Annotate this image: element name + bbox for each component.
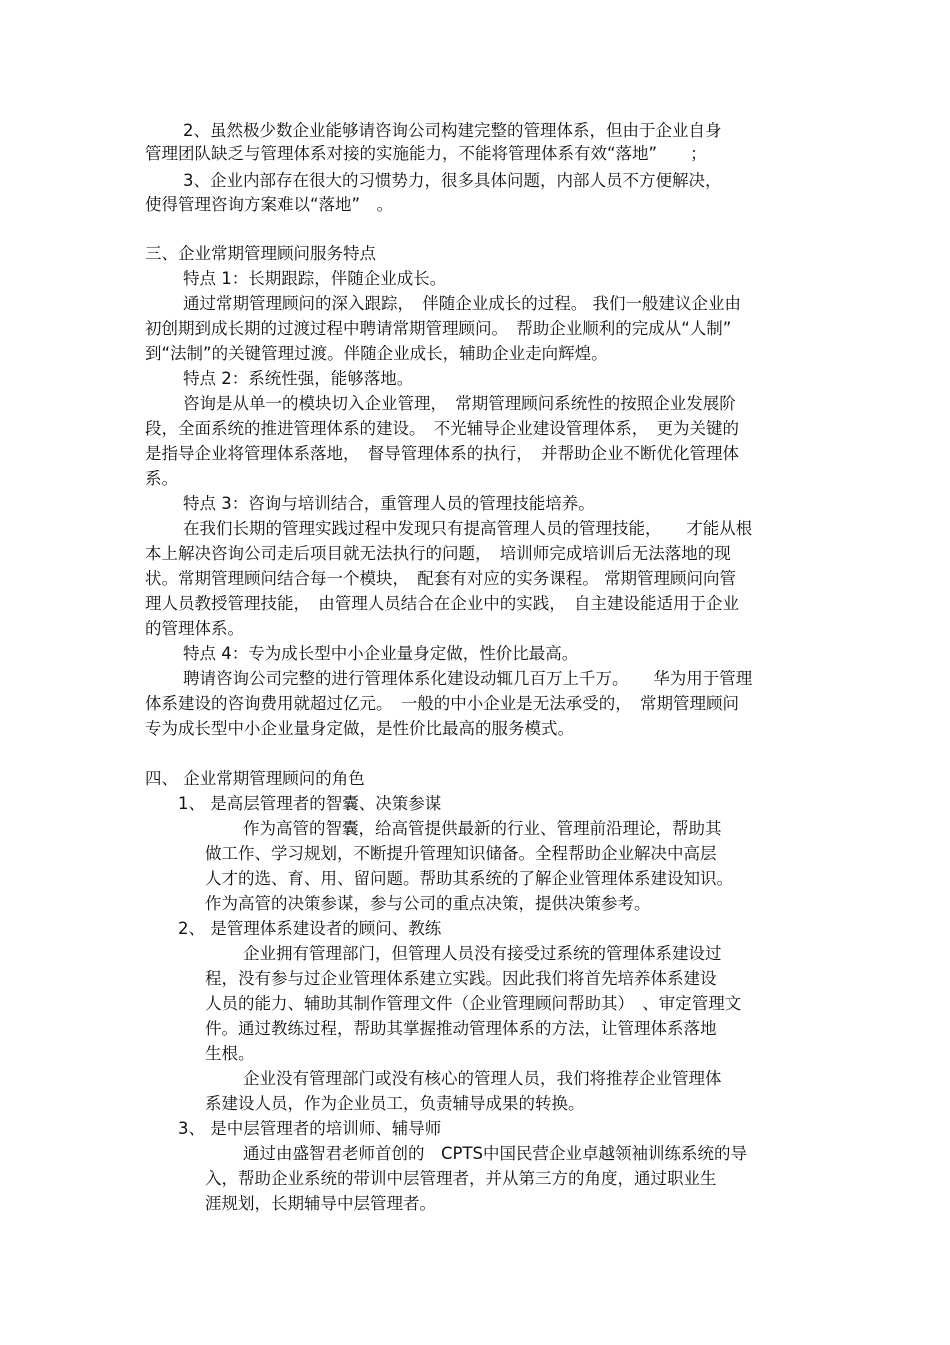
text-line: 体系建设的咨询费用就超过亿元。 一般的中小企业是无法承受的， 常期管理顾问 [145, 694, 739, 713]
role-heading: 2、 是管理体系建设者的顾问、教练 [178, 919, 442, 938]
text-line: 专为成长型中小企业量身定做，是性价比最高的服务模式。 [145, 719, 574, 738]
text-line: 程，没有参与过企业管理体系建立实践。因此我们将首先培养体系建设 [205, 969, 717, 988]
text-line: 人才的选、育、用、留问题。帮助其系统的了解企业管理体系建设知识。 [205, 869, 733, 888]
section-heading: 三、企业常期管理顾问服务特点 [145, 244, 376, 263]
feature-heading: 特点 1：长期跟踪，伴随企业成长。 [183, 269, 447, 288]
text-line: 人员的能力、辅助其制作管理文件（企业管理顾问帮助其） 、审定管理文 [205, 994, 742, 1013]
feature-heading: 特点 2：系统性强，能够落地。 [183, 369, 414, 388]
text-line: 系。 [145, 469, 178, 488]
text-line: 通过常期管理顾问的深入跟踪， 伴随企业成长的过程。 我们一般建议企业由 [183, 294, 741, 313]
text-line: 作为高管的智囊，给高管提供最新的行业、管理前沿理论，帮助其 [243, 819, 722, 838]
text-line: 管理团队缺乏与管理体系对接的实施能力，不能将管理体系有效“落地” ； [145, 144, 707, 163]
text-line: 企业没有管理部门或没有核心的管理人员，我们将推荐企业管理体 [243, 1069, 722, 1088]
text-line: 涯规划，长期辅导中层管理者。 [205, 1194, 436, 1213]
feature-heading: 特点 3：咨询与培训结合，重管理人员的管理技能培养。 [183, 494, 595, 513]
text-line: 段，全面系统的推进管理体系的建设。 不光辅导企业建设管理体系， 更为关键的 [145, 419, 739, 438]
text-line: 2、虽然极少数企业能够请咨询公司构建完整的管理体系，但由于企业自身 [183, 121, 722, 140]
text-line: 在我们长期的管理实践过程中发现只有提高管理人员的管理技能， 才能从根 [183, 519, 753, 538]
text-line: 入，帮助企业系统的带训中层管理者，并从第三方的角度，通过职业生 [205, 1169, 717, 1188]
text-line: 作为高管的决策参谋，参与公司的重点决策，提供决策参考。 [205, 894, 651, 913]
text-line: 本上解决咨询公司走后项目就无法执行的问题， 培训师完成培训后无法落地的现 [145, 544, 731, 563]
feature-heading: 特点 4：专为成长型中小企业量身定做，性价比最高。 [183, 644, 579, 663]
text-line: 系建设人员，作为企业员工，负责辅导成果的转换。 [205, 1094, 585, 1113]
text-line: 3、企业内部存在很大的习惯势力，很多具体问题，内部人员不方便解决， [183, 171, 722, 190]
text-line: 理人员教授管理技能， 由管理人员结合在企业中的实践， 自主建设能适用于企业 [145, 594, 739, 613]
text-line: 聘请咨询公司完整的进行管理体系化建设动辄几百万上千万。 华为用于管理 [183, 669, 753, 688]
text-line: 是指导企业将管理体系落地， 督导管理体系的执行， 并帮助企业不断优化管理体 [145, 444, 739, 463]
text-line: 件。通过教练过程，帮助其掌握推动管理体系的方法，让管理体系落地 [205, 1019, 717, 1038]
role-heading: 1、 是高层管理者的智囊、决策参谋 [178, 794, 442, 813]
text-line: 使得管理咨询方案难以“落地” 。 [145, 195, 394, 214]
text-line: 到“法制”的关键管理过渡。伴随企业成长，辅助企业走向辉煌。 [145, 344, 608, 363]
text-line: 状。常期管理顾问结合每一个模块， 配套有对应的实务课程。 常期管理顾问向管 [145, 569, 736, 588]
role-heading: 3、 是中层管理者的培训师、辅导师 [178, 1119, 442, 1138]
text-line: 做工作、学习规划，不断提升管理知识储备。全程帮助企业解决中高层 [205, 844, 717, 863]
text-line: 生根。 [205, 1044, 255, 1063]
text-line: 企业拥有管理部门，但管理人员没有接受过系统的管理体系建设过 [243, 944, 722, 963]
section-heading: 四、 企业常期管理顾问的角色 [145, 769, 365, 788]
text-line: 初创期到成长期的过渡过程中聘请常期管理顾问。 帮助企业顺利的完成从“人制” [145, 319, 732, 338]
text-line: 咨询是从单一的模块切入企业管理， 常期管理顾问系统性的按照企业发展阶 [183, 394, 736, 413]
text-line: 的管理体系。 [145, 619, 244, 638]
text-line: 通过由盛智君老师首创的 CPTS中国民营企业卓越领袖训练系统的导 [243, 1144, 748, 1163]
